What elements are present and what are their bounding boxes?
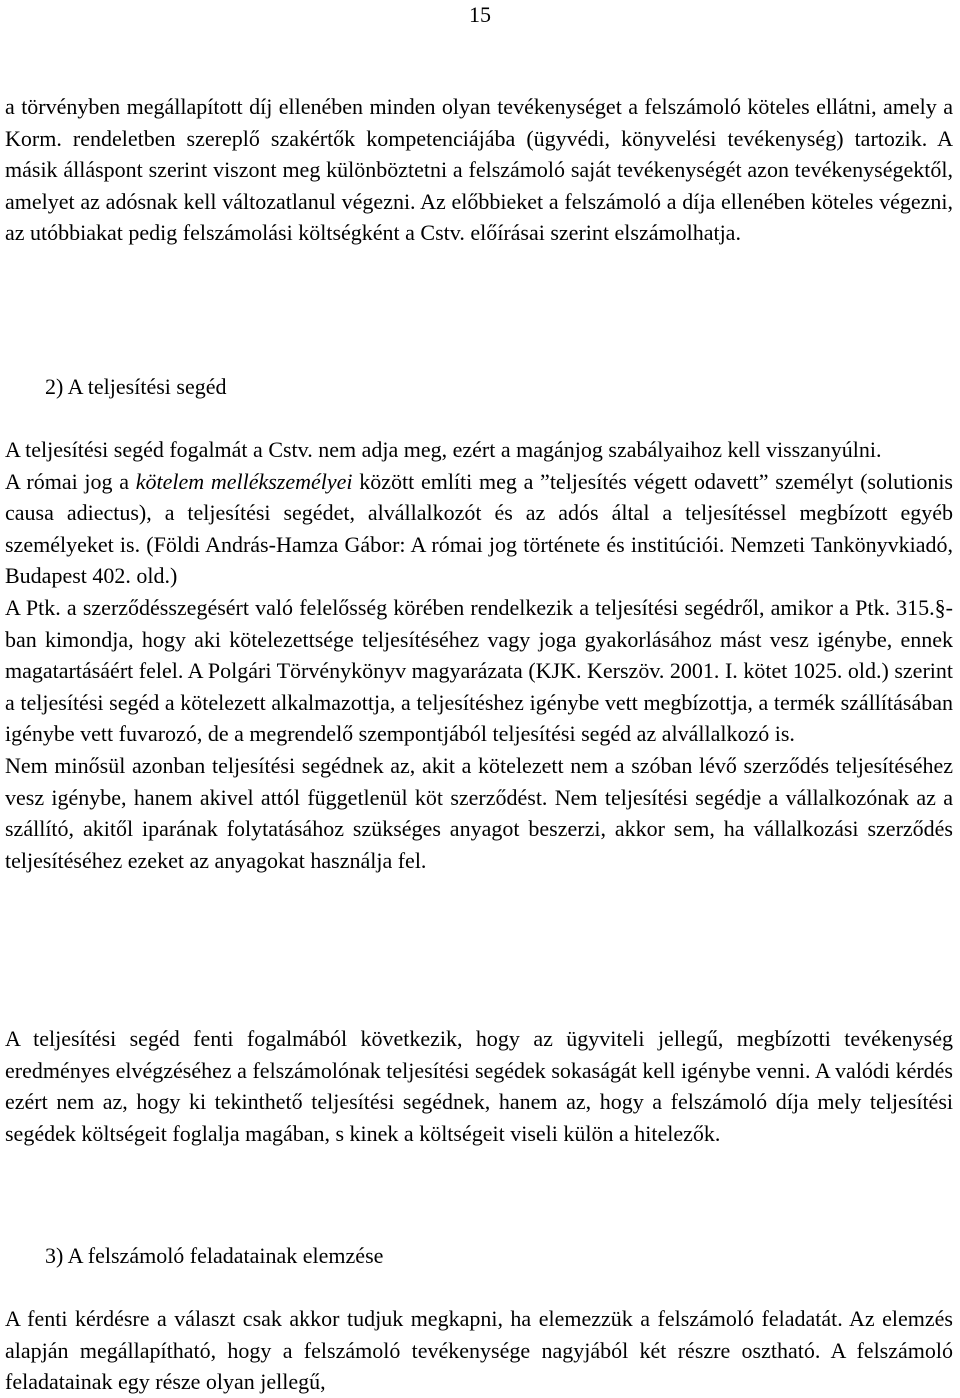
paragraph-block-1 bbox=[5, 91, 953, 249]
paragraph-block-4 bbox=[5, 1303, 953, 1398]
paragraph-block-2 bbox=[5, 434, 953, 876]
section-heading-teljesitesi-seged: 2) A teljesítési segéd bbox=[45, 374, 227, 399]
paragraph-definition: A teljesítési segéd fogalmát a Cstv. nem adja meg, ezért a magánjog szabályaihoz kell visszanyúlni. bbox=[5, 437, 882, 462]
paragraph-roman-law bbox=[5, 466, 953, 592]
paragraph-block-3 bbox=[5, 1023, 953, 1149]
paragraph-consequence: A teljesítési segéd fenti fogalmából következik, hogy az ügyviteli jellegű, megbízotti tevékenység eredményes elvégzéséhez a felszámolónak teljesítési segédek sokaságát kell igénybe venni. A valódi kérdés ezért nem az, hogy ki tekinthető teljesítési segédnek, hanem az, hogy a felszámoló díja mely teljesítési segédek költségeit foglalja magában, s kinek a költségeit viseli külön a hitelezők. bbox=[5, 1026, 953, 1146]
roman-law-text-end: között említi meg a ”teljesítés végett odavett” személyt (solutionis causa adiectus), a teljesítési segédet, alvállalkozót és az adós által a teljesítéssel megbízott egyéb személyeket is. (Földi András-Hamza Gábor: A római jog története és institúciói. Nemzeti Tankönyvkiadó, Budapest 402. old.) bbox=[5, 468, 953, 589]
section-heading-feladatok-elemzese: 3) A felszámoló feladatainak elemzése bbox=[45, 1243, 384, 1268]
paragraph-not-assistant: Nem minősül azonban teljesítési segédnek az, akit a kötelezett nem a szóban lévő szerződés teljesítéséhez vesz igénybe, hanem akivel attól függetlenül köt szerződést. Nem teljesítési segédje a vállalkozónak az a szállító, akitől iparának folytatásához szükséges anyagot beszerzi, akkor sem, ha vállalkozási szerződés teljesítéséhez ezeket az anyagokat használja fel. bbox=[5, 752, 953, 873]
roman-law-text-start: A római jog a bbox=[5, 468, 136, 494]
paragraph-fee-activities: a törvényben megállapított díj ellenében minden olyan tevékenységet a felszámoló köteles ellátni, amely a Korm. rendeletben szereplő szakértők kompetenciájába (ügyvédi, könyvelési tevékenység) tartozik. A másik álláspont szerint viszont meg különböztetni a felszámoló saját tevékenységét azon tevékenységektől, amelyet az adósnak kell változatlanul végezni. Az előbbieket a felszámoló a díja ellenében köteles végezni, az utóbbiakat pedig felszámolási költségként a Cstv. előírásai szerint elszámolhatja. bbox=[5, 94, 953, 246]
roman-law-italic-term: kötelem mellékszemélyei bbox=[135, 468, 353, 494]
paragraph-analysis: A fenti kérdésre a választ csak akkor tudjuk megkapni, ha elemezzük a felszámoló feladatát. Az elemzés alapján megállapítható, hogy a felszámoló tevékenysége nagyjából két részre osztható. A felszámoló feladatainak egy része olyan jellegű, bbox=[5, 1306, 953, 1395]
page-number: 15 bbox=[469, 2, 491, 27]
section-heading-block-3 bbox=[5, 1240, 953, 1272]
paragraph-ptk: A Ptk. a szerződésszegésért való felelősség körében rendelkezik a teljesítési segédről, amikor a Ptk. 315.§-ban kimondja, hogy aki kötelezettsége teljesítéséhez vagy joga gyakorlásához mást vesz igénybe, ennek magatartásáért felel. A Polgári Törvénykönyv magyarázata (KJK. Kerszöv. 2001. I. kötet 1025. old.) szerint a teljesítési segéd a kötelezett alkalmazottja, a teljesítéshez igénybe vett megbízottja, a termék szállításában igénybe vett fuvarozó, de a megrendelő szempontjából teljesítési segéd az alvállalkozó is. bbox=[5, 594, 953, 747]
section-heading-block-2 bbox=[5, 371, 953, 403]
